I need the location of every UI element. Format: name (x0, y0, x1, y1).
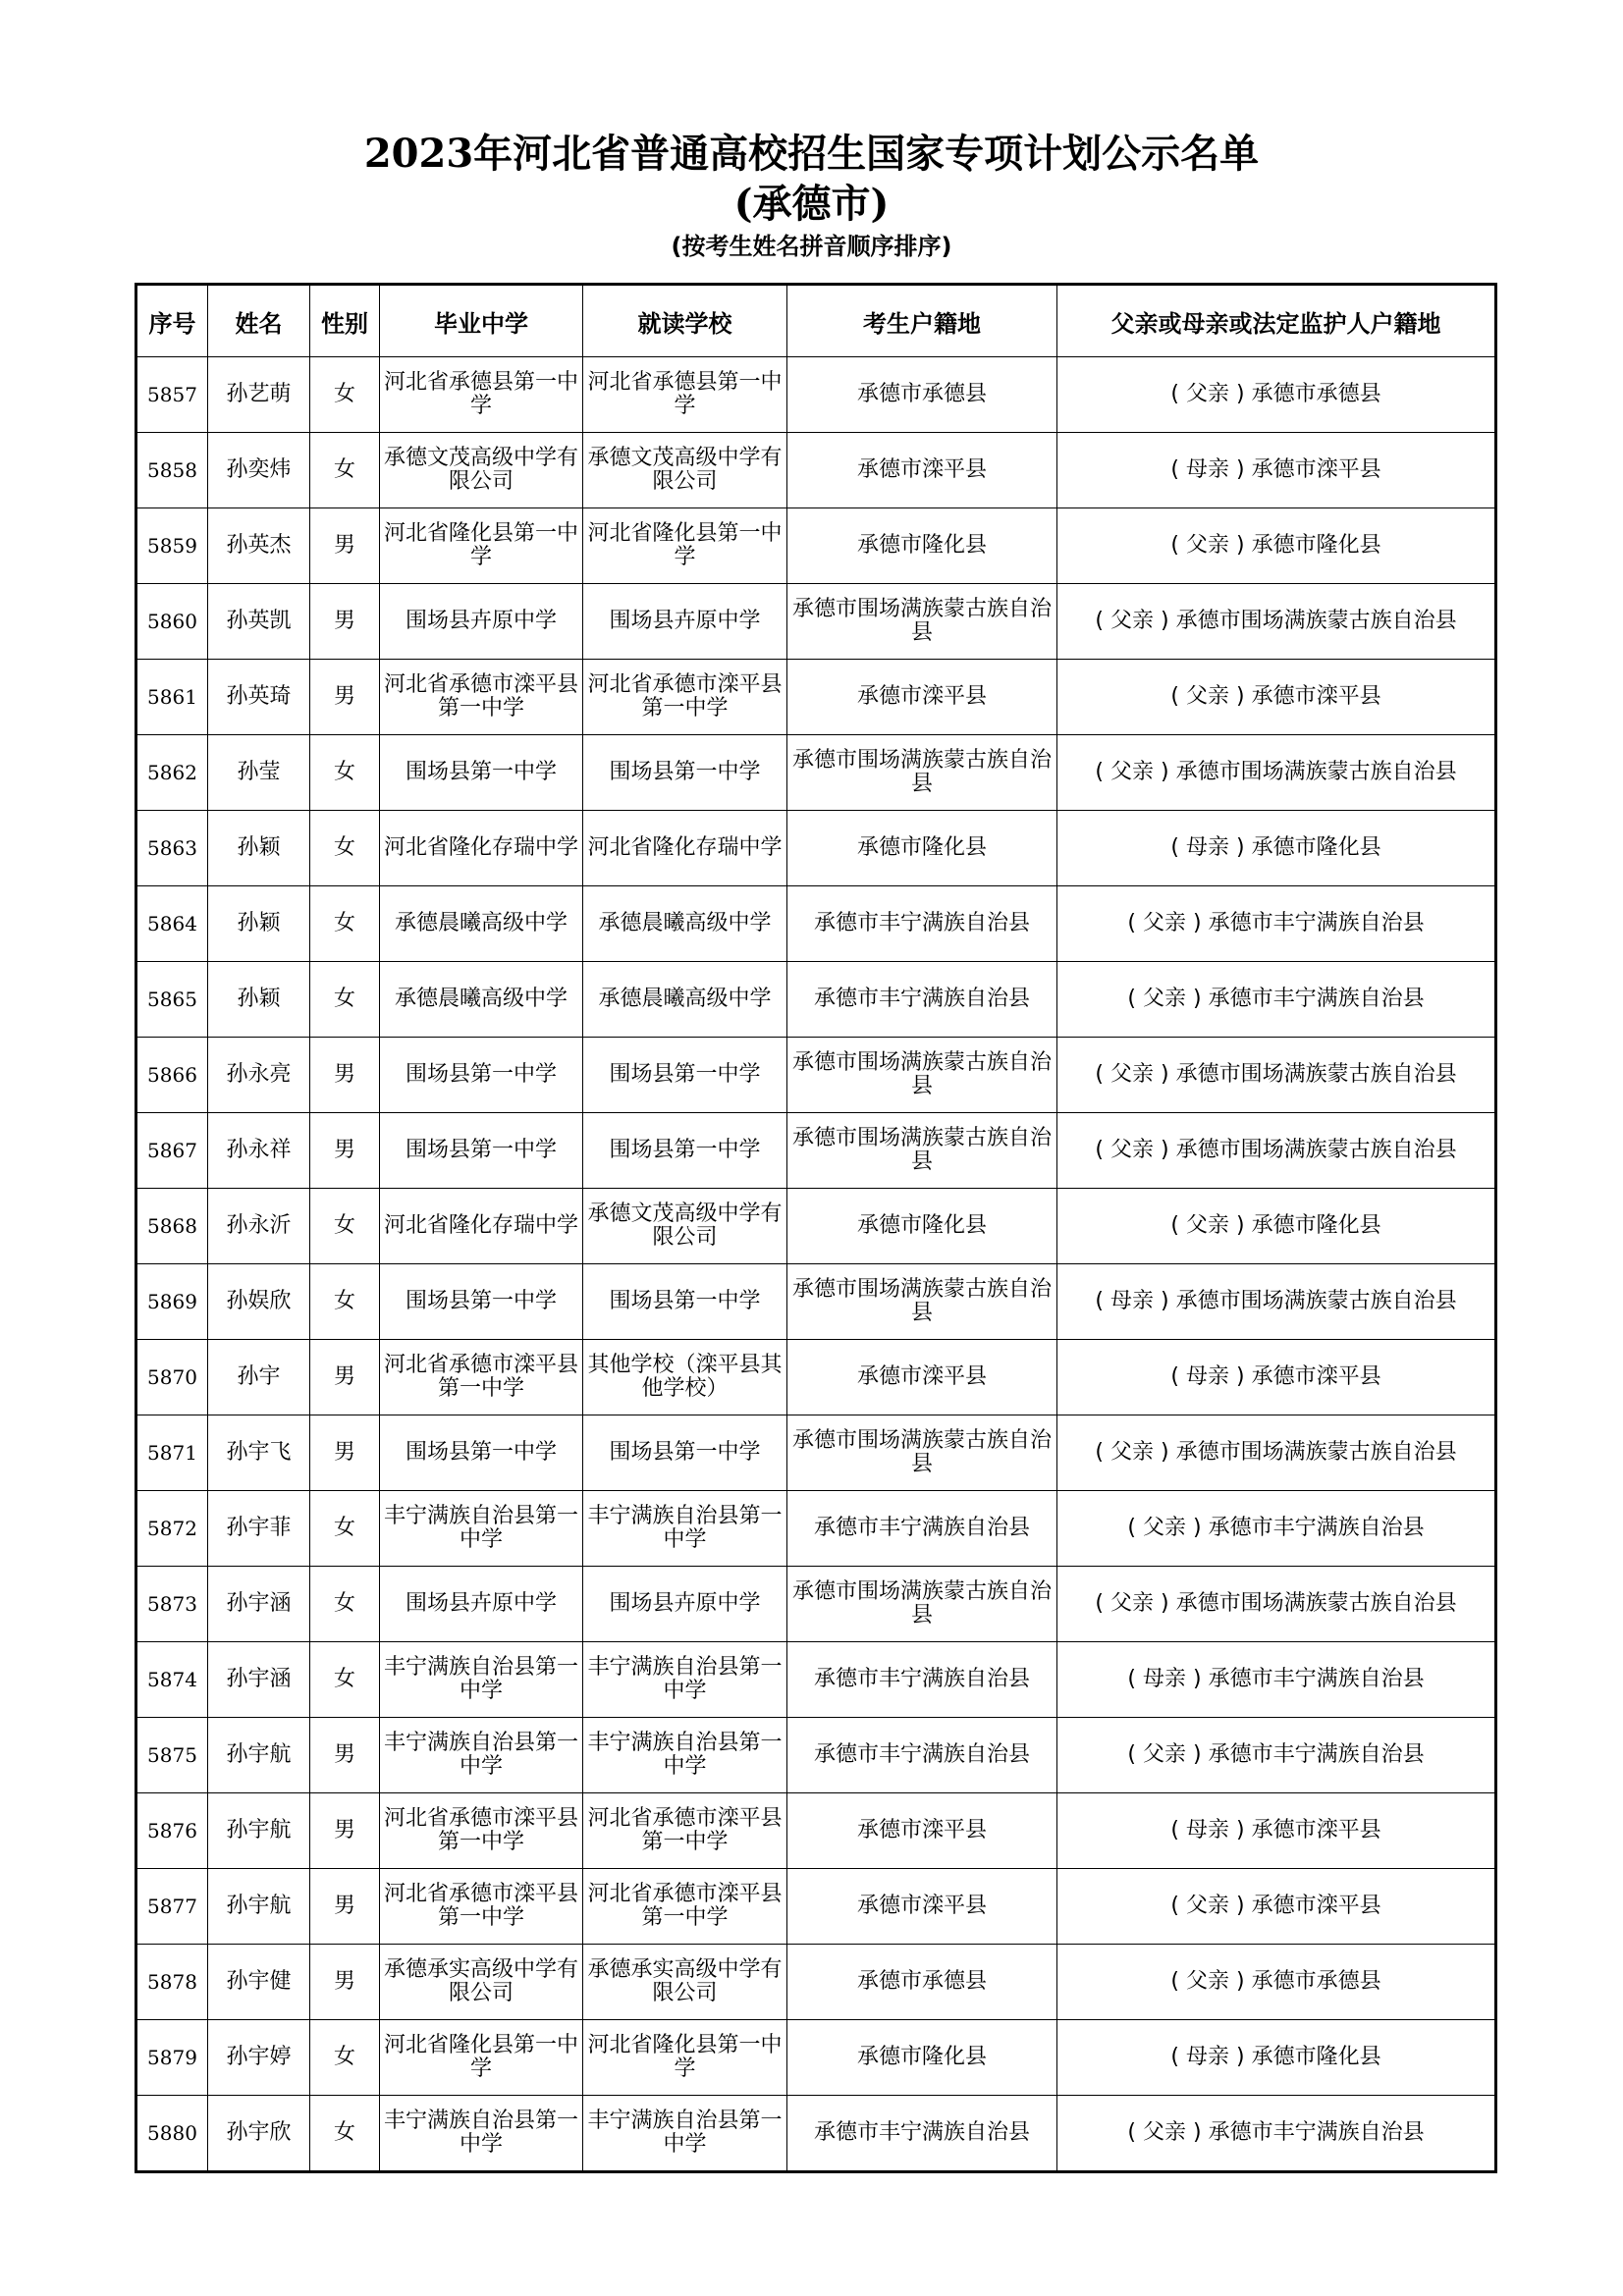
serial-number-cell: 5878 (136, 1945, 208, 2020)
gender-cell: 女 (310, 2096, 380, 2172)
serial-number-cell: 5857 (136, 357, 208, 433)
table-row (136, 1491, 1496, 1567)
current-school-cell: 其他学校（滦平县其他学校） (583, 1340, 787, 1415)
guardian-residence-cell: ( 父亲 ) 承德市围场满族蒙古族自治县 (1057, 1038, 1496, 1113)
current-school-cell: 河北省承德市滦平县第一中学 (583, 1869, 787, 1945)
table-row (136, 1869, 1496, 1945)
graduation-school-cell: 河北省隆化县第一中学 (380, 508, 583, 584)
name-cell: 孙宇菲 (208, 1491, 310, 1567)
table-row (136, 1340, 1496, 1415)
guardian-residence-cell: ( 父亲 ) 承德市隆化县 (1057, 1189, 1496, 1264)
student-residence-cell: 承德市丰宁满族自治县 (787, 1718, 1057, 1793)
table-row (136, 508, 1496, 584)
gender-cell: 女 (310, 1642, 380, 1718)
serial-number-cell: 5870 (136, 1340, 208, 1415)
student-residence-cell: 承德市围场满族蒙古族自治县 (787, 1415, 1057, 1491)
gender-cell: 男 (310, 1113, 380, 1189)
graduation-school-cell: 承德文茂高级中学有限公司 (380, 433, 583, 508)
gender-cell: 女 (310, 433, 380, 508)
graduation-school-cell: 围场县卉原中学 (380, 1567, 583, 1642)
student-residence-cell: 承德市承德县 (787, 1945, 1057, 2020)
roster-table (135, 283, 1497, 2173)
name-cell: 孙永亮 (208, 1038, 310, 1113)
guardian-residence-cell: ( 父亲 ) 承德市滦平县 (1057, 1869, 1496, 1945)
graduation-school-cell: 河北省隆化存瑞中学 (380, 811, 583, 886)
guardian-residence-cell: ( 父亲 ) 承德市丰宁满族自治县 (1057, 886, 1496, 962)
current-school-cell: 河北省隆化县第一中学 (583, 2020, 787, 2096)
guardian-residence-cell: ( 父亲 ) 承德市丰宁满族自治县 (1057, 2096, 1496, 2172)
serial-number-cell: 5868 (136, 1189, 208, 1264)
gender-cell: 男 (310, 508, 380, 584)
table-row (136, 811, 1496, 886)
name-cell: 孙宇飞 (208, 1415, 310, 1491)
guardian-residence-cell: ( 父亲 ) 承德市承德县 (1057, 1945, 1496, 2020)
student-residence-cell: 承德市丰宁满族自治县 (787, 2096, 1057, 2172)
table-row (136, 1264, 1496, 1340)
table-row (136, 357, 1496, 433)
table-row (136, 1189, 1496, 1264)
student-residence-cell: 承德市围场满族蒙古族自治县 (787, 735, 1057, 811)
header-cell: 毕业中学 (380, 285, 583, 357)
table-row (136, 1718, 1496, 1793)
name-cell: 孙颖 (208, 886, 310, 962)
guardian-residence-cell: ( 父亲 ) 承德市滦平县 (1057, 660, 1496, 735)
table-row (136, 2020, 1496, 2096)
current-school-cell: 河北省隆化县第一中学 (583, 508, 787, 584)
table-row (136, 735, 1496, 811)
student-residence-cell: 承德市围场满族蒙古族自治县 (787, 1567, 1057, 1642)
serial-number-cell: 5858 (136, 433, 208, 508)
current-school-cell: 丰宁满族自治县第一中学 (583, 1642, 787, 1718)
table-row (136, 1793, 1496, 1869)
guardian-residence-cell: ( 父亲 ) 承德市围场满族蒙古族自治县 (1057, 735, 1496, 811)
student-residence-cell: 承德市丰宁满族自治县 (787, 1642, 1057, 1718)
serial-number-cell: 5861 (136, 660, 208, 735)
graduation-school-cell: 河北省承德县第一中学 (380, 357, 583, 433)
table-row (136, 962, 1496, 1038)
student-residence-cell: 承德市滦平县 (787, 433, 1057, 508)
gender-cell: 女 (310, 962, 380, 1038)
header-cell: 序号 (136, 285, 208, 357)
serial-number-cell: 5867 (136, 1113, 208, 1189)
student-residence-cell: 承德市隆化县 (787, 811, 1057, 886)
graduation-school-cell: 承德晨曦高级中学 (380, 962, 583, 1038)
table-row (136, 433, 1496, 508)
table-row (136, 1945, 1496, 2020)
serial-number-cell: 5864 (136, 886, 208, 962)
current-school-cell: 河北省承德县第一中学 (583, 357, 787, 433)
serial-number-cell: 5872 (136, 1491, 208, 1567)
graduation-school-cell: 承德晨曦高级中学 (380, 886, 583, 962)
table-row (136, 2096, 1496, 2172)
gender-cell: 女 (310, 357, 380, 433)
guardian-residence-cell: ( 父亲 ) 承德市丰宁满族自治县 (1057, 1718, 1496, 1793)
table-header-row (136, 285, 1496, 357)
current-school-cell: 围场县第一中学 (583, 1038, 787, 1113)
header-cell: 就读学校 (583, 285, 787, 357)
name-cell: 孙宇涵 (208, 1642, 310, 1718)
serial-number-cell: 5880 (136, 2096, 208, 2172)
graduation-school-cell: 围场县第一中学 (380, 1113, 583, 1189)
graduation-school-cell: 丰宁满族自治县第一中学 (380, 1642, 583, 1718)
serial-number-cell: 5865 (136, 962, 208, 1038)
graduation-school-cell: 承德承实高级中学有限公司 (380, 1945, 583, 2020)
student-residence-cell: 承德市隆化县 (787, 1189, 1057, 1264)
name-cell: 孙艺萌 (208, 357, 310, 433)
name-cell: 孙娱欣 (208, 1264, 310, 1340)
name-cell: 孙英琦 (208, 660, 310, 735)
header-cell: 姓名 (208, 285, 310, 357)
current-school-cell: 围场县第一中学 (583, 1415, 787, 1491)
current-school-cell: 承德文茂高级中学有限公司 (583, 1189, 787, 1264)
current-school-cell: 丰宁满族自治县第一中学 (583, 2096, 787, 2172)
guardian-residence-cell: ( 母亲 ) 承德市滦平县 (1057, 433, 1496, 508)
serial-number-cell: 5866 (136, 1038, 208, 1113)
gender-cell: 男 (310, 1415, 380, 1491)
guardian-residence-cell: ( 父亲 ) 承德市围场满族蒙古族自治县 (1057, 1567, 1496, 1642)
gender-cell: 男 (310, 1038, 380, 1113)
serial-number-cell: 5869 (136, 1264, 208, 1340)
name-cell: 孙奕炜 (208, 433, 310, 508)
current-school-cell: 丰宁满族自治县第一中学 (583, 1718, 787, 1793)
serial-number-cell: 5873 (136, 1567, 208, 1642)
student-residence-cell: 承德市承德县 (787, 357, 1057, 433)
student-residence-cell: 承德市围场满族蒙古族自治县 (787, 1113, 1057, 1189)
current-school-cell: 围场县卉原中学 (583, 584, 787, 660)
gender-cell: 男 (310, 1945, 380, 2020)
student-residence-cell: 承德市围场满族蒙古族自治县 (787, 1038, 1057, 1113)
gender-cell: 女 (310, 886, 380, 962)
student-residence-cell: 承德市滦平县 (787, 1340, 1057, 1415)
gender-cell: 女 (310, 1189, 380, 1264)
name-cell: 孙永沂 (208, 1189, 310, 1264)
current-school-cell: 围场县第一中学 (583, 1264, 787, 1340)
graduation-school-cell: 河北省隆化存瑞中学 (380, 1189, 583, 1264)
header-cell: 考生户籍地 (787, 285, 1057, 357)
gender-cell: 男 (310, 660, 380, 735)
table-row (136, 660, 1496, 735)
name-cell: 孙永祥 (208, 1113, 310, 1189)
name-cell: 孙宇航 (208, 1793, 310, 1869)
graduation-school-cell: 围场县第一中学 (380, 735, 583, 811)
current-school-cell: 围场县卉原中学 (583, 1567, 787, 1642)
name-cell: 孙宇欣 (208, 2096, 310, 2172)
graduation-school-cell: 丰宁满族自治县第一中学 (380, 2096, 583, 2172)
current-school-cell: 河北省隆化存瑞中学 (583, 811, 787, 886)
gender-cell: 女 (310, 735, 380, 811)
gender-cell: 女 (310, 2020, 380, 2096)
name-cell: 孙宇涵 (208, 1567, 310, 1642)
current-school-cell: 承德晨曦高级中学 (583, 962, 787, 1038)
graduation-school-cell: 河北省承德市滦平县第一中学 (380, 660, 583, 735)
graduation-school-cell: 丰宁满族自治县第一中学 (380, 1718, 583, 1793)
name-cell: 孙莹 (208, 735, 310, 811)
guardian-residence-cell: ( 父亲 ) 承德市围场满族蒙古族自治县 (1057, 1113, 1496, 1189)
gender-cell: 男 (310, 1718, 380, 1793)
serial-number-cell: 5859 (136, 508, 208, 584)
name-cell: 孙宇健 (208, 1945, 310, 2020)
gender-cell: 男 (310, 584, 380, 660)
serial-number-cell: 5874 (136, 1642, 208, 1718)
student-residence-cell: 承德市围场满族蒙古族自治县 (787, 1264, 1057, 1340)
serial-number-cell: 5876 (136, 1793, 208, 1869)
student-residence-cell: 承德市围场满族蒙古族自治县 (787, 584, 1057, 660)
gender-cell: 女 (310, 1264, 380, 1340)
sort-note: (按考生姓名拼音顺序排序) (671, 233, 952, 260)
graduation-school-cell: 围场县第一中学 (380, 1415, 583, 1491)
guardian-residence-cell: ( 母亲 ) 承德市隆化县 (1057, 2020, 1496, 2096)
guardian-residence-cell: ( 母亲 ) 承德市滦平县 (1057, 1793, 1496, 1869)
table-row (136, 1415, 1496, 1491)
serial-number-cell: 5877 (136, 1869, 208, 1945)
name-cell: 孙英杰 (208, 508, 310, 584)
graduation-school-cell: 围场县第一中学 (380, 1264, 583, 1340)
student-residence-cell: 承德市隆化县 (787, 2020, 1057, 2096)
gender-cell: 男 (310, 1869, 380, 1945)
serial-number-cell: 5879 (136, 2020, 208, 2096)
current-school-cell: 河北省承德市滦平县第一中学 (583, 1793, 787, 1869)
table-body (136, 357, 1496, 2172)
gender-cell: 女 (310, 1567, 380, 1642)
serial-number-cell: 5863 (136, 811, 208, 886)
gender-cell: 女 (310, 1491, 380, 1567)
current-school-cell: 围场县第一中学 (583, 1113, 787, 1189)
graduation-school-cell: 围场县第一中学 (380, 1038, 583, 1113)
guardian-residence-cell: ( 母亲 ) 承德市滦平县 (1057, 1340, 1496, 1415)
student-residence-cell: 承德市滦平县 (787, 1793, 1057, 1869)
student-residence-cell: 承德市丰宁满族自治县 (787, 1491, 1057, 1567)
student-residence-cell: 承德市隆化县 (787, 508, 1057, 584)
current-school-cell: 承德文茂高级中学有限公司 (583, 433, 787, 508)
name-cell: 孙颖 (208, 962, 310, 1038)
guardian-residence-cell: ( 母亲 ) 承德市隆化县 (1057, 811, 1496, 886)
guardian-residence-cell: ( 母亲 ) 承德市丰宁满族自治县 (1057, 1642, 1496, 1718)
student-residence-cell: 承德市滦平县 (787, 1869, 1057, 1945)
gender-cell: 男 (310, 1793, 380, 1869)
table-row (136, 584, 1496, 660)
table-row (136, 1567, 1496, 1642)
current-school-cell: 围场县第一中学 (583, 735, 787, 811)
guardian-residence-cell: ( 父亲 ) 承德市丰宁满族自治县 (1057, 962, 1496, 1038)
guardian-residence-cell: ( 母亲 ) 承德市围场满族蒙古族自治县 (1057, 1264, 1496, 1340)
name-cell: 孙宇婷 (208, 2020, 310, 2096)
table-row (136, 886, 1496, 962)
serial-number-cell: 5875 (136, 1718, 208, 1793)
name-cell: 孙宇航 (208, 1718, 310, 1793)
serial-number-cell: 5860 (136, 584, 208, 660)
student-residence-cell: 承德市滦平县 (787, 660, 1057, 735)
graduation-school-cell: 河北省承德市滦平县第一中学 (380, 1869, 583, 1945)
current-school-cell: 河北省承德市滦平县第一中学 (583, 660, 787, 735)
name-cell: 孙宇 (208, 1340, 310, 1415)
current-school-cell: 承德晨曦高级中学 (583, 886, 787, 962)
table-row (136, 1113, 1496, 1189)
gender-cell: 女 (310, 811, 380, 886)
graduation-school-cell: 丰宁满族自治县第一中学 (380, 1491, 583, 1567)
document-subtitle: (承德市) (733, 181, 890, 227)
current-school-cell: 丰宁满族自治县第一中学 (583, 1491, 787, 1567)
header-cell: 性别 (310, 285, 380, 357)
guardian-residence-cell: ( 父亲 ) 承德市隆化县 (1057, 508, 1496, 584)
serial-number-cell: 5862 (136, 735, 208, 811)
serial-number-cell: 5871 (136, 1415, 208, 1491)
guardian-residence-cell: ( 父亲 ) 承德市丰宁满族自治县 (1057, 1491, 1496, 1567)
table-row (136, 1038, 1496, 1113)
gender-cell: 男 (310, 1340, 380, 1415)
graduation-school-cell: 河北省承德市滦平县第一中学 (380, 1793, 583, 1869)
name-cell: 孙宇航 (208, 1869, 310, 1945)
graduation-school-cell: 围场县卉原中学 (380, 584, 583, 660)
graduation-school-cell: 河北省隆化县第一中学 (380, 2020, 583, 2096)
name-cell: 孙颖 (208, 811, 310, 886)
header-cell: 父亲或母亲或法定监护人户籍地 (1057, 285, 1496, 357)
graduation-school-cell: 河北省承德市滦平县第一中学 (380, 1340, 583, 1415)
student-residence-cell: 承德市丰宁满族自治县 (787, 886, 1057, 962)
current-school-cell: 承德承实高级中学有限公司 (583, 1945, 787, 2020)
guardian-residence-cell: ( 父亲 ) 承德市承德县 (1057, 357, 1496, 433)
name-cell: 孙英凯 (208, 584, 310, 660)
student-residence-cell: 承德市丰宁满族自治县 (787, 962, 1057, 1038)
document-title: 2023年河北省普通高校招生国家专项计划公示名单 (363, 131, 1260, 177)
guardian-residence-cell: ( 父亲 ) 承德市围场满族蒙古族自治县 (1057, 584, 1496, 660)
table-row (136, 1642, 1496, 1718)
guardian-residence-cell: ( 父亲 ) 承德市围场满族蒙古族自治县 (1057, 1415, 1496, 1491)
